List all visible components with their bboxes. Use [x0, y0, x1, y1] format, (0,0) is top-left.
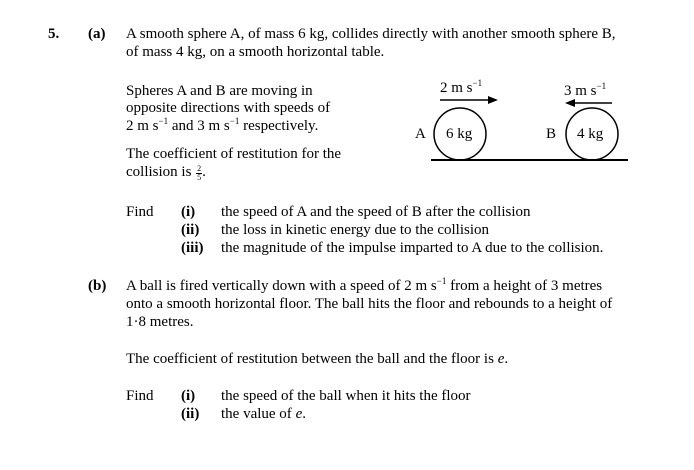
list-item: (i) the speed of A and the speed of B after the collision: [181, 204, 531, 220]
part-b-label: (b): [88, 278, 107, 294]
list-item: (i) the speed of the ball when it hits the floor: [181, 388, 471, 404]
sphere-b-mass: 4 kg: [577, 126, 604, 142]
sphere-a-mass: 6 kg: [446, 126, 473, 142]
arrow-left-head: [565, 99, 575, 107]
coef-line1: The coefficient of restitution for the: [126, 146, 342, 162]
sphere-a-label: A: [415, 126, 426, 142]
list-item: (iii) the magnitude of the impulse imparted to A due to the collision.: [181, 240, 604, 256]
part-b-line1: A ball is fired vertically down with a speed of 2 m $s^{-1}$ from a height of 3 metres: [126, 276, 603, 294]
part-b-items: [181, 387, 471, 423]
part-a-items: [181, 203, 603, 257]
arrow-right-head: [488, 96, 498, 104]
para-line2: opposite directions with speeds of: [126, 100, 331, 116]
para-line3: 2 m $s^{-1}$ and 3 m $s^{-1}$ respectively.: [126, 116, 319, 134]
fraction-two-fifths: $\frac{2}{5}$: [197, 164, 202, 182]
para-line1: Spheres A and B are moving in: [126, 83, 313, 99]
list-item: (ii) the value of e.: [181, 406, 306, 422]
part-b-coef: The coefficient of restitution between the ball and the floor is e.: [126, 351, 509, 367]
part-b-line2: onto a smooth horizontal floor. The ball hits the floor and rebounds to a height of: [126, 296, 613, 312]
part-a-intro-line1: A smooth sphere A, of mass 6 kg, collides directly with another smooth sphere B,: [126, 26, 616, 42]
coef-line2: collision is $\frac{2}{5}$ .: [126, 164, 206, 182]
sphere-b-label: B: [546, 126, 557, 142]
part-b-find: Find: [126, 388, 154, 404]
part-a-intro-line2: of mass 4 kg, on a smooth horizontal table.: [126, 44, 385, 60]
part-a-find: Find: [126, 204, 154, 220]
speed-a-label: 2 m $s^{-1}$: [440, 78, 483, 96]
list-item: (ii) the loss in kinetic energy due to the collision: [181, 222, 490, 238]
speed-b-label: 3 m $s^{-1}$: [564, 81, 607, 99]
question-number: 5.: [48, 26, 60, 42]
part-b-line3: 1·8 metres.: [126, 314, 194, 330]
part-a-label: (a): [88, 26, 106, 42]
